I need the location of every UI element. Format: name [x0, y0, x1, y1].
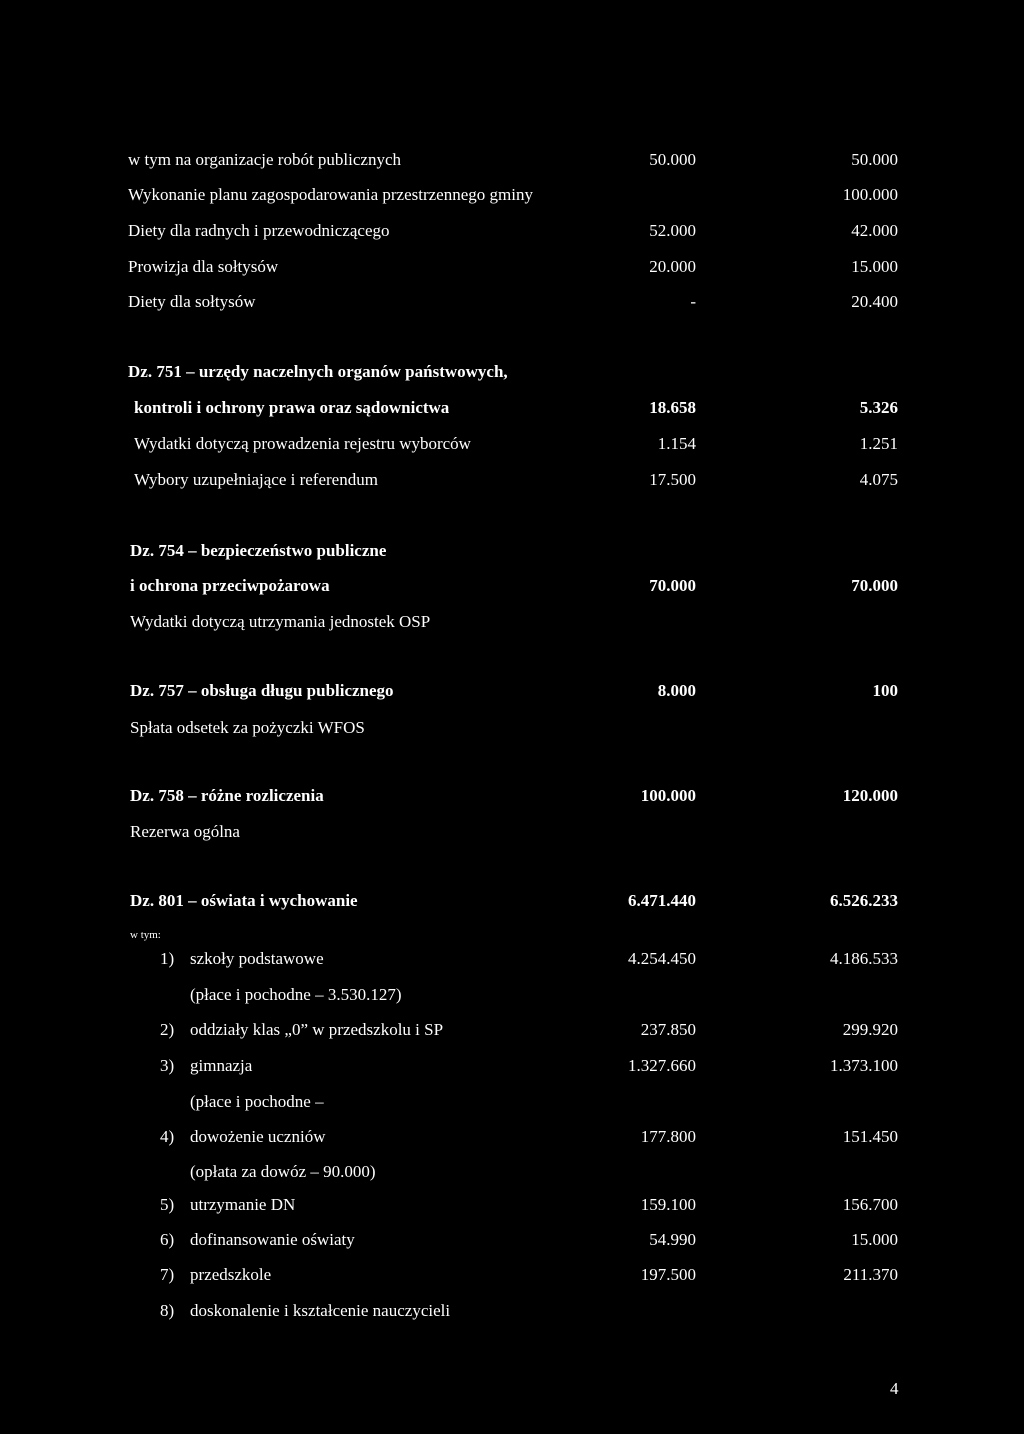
- section-value-plan: 70.000: [649, 576, 696, 595]
- row-label: Rezerwa ogólna: [130, 822, 240, 841]
- row-value-plan: 50.000: [649, 150, 696, 169]
- section-heading: [0, 538, 1024, 564]
- item-number: 1): [160, 949, 175, 968]
- row-value-execution: 20.400: [851, 292, 898, 311]
- table-row: [0, 289, 1024, 315]
- list-item: [0, 1053, 1024, 1079]
- row-value-execution: 4.186.533: [830, 949, 898, 968]
- section-title: kontroli i ochrony prawa oraz sądownictwa: [134, 398, 450, 417]
- section-value-plan: 6.471.440: [628, 891, 696, 910]
- item-number: 2): [160, 1020, 175, 1039]
- row-value-plan: 197.500: [640, 1265, 696, 1284]
- row-label: szkoły podstawowe: [190, 949, 324, 968]
- row-value-plan: 1.154: [657, 434, 696, 453]
- section-title: Dz. 751 – urzędy naczelnych organów państwowych,: [128, 362, 508, 381]
- section-value-plan: 100.000: [640, 786, 696, 805]
- row-value-plan: 20.000: [649, 257, 696, 276]
- section-value-execution: 100: [872, 681, 898, 700]
- table-row: [0, 431, 1024, 457]
- page-number: 4: [890, 1379, 899, 1398]
- table-row: [0, 254, 1024, 280]
- row-label: przedszkole: [190, 1265, 272, 1284]
- row-value-plan: 54.990: [649, 1230, 696, 1249]
- section-heading: [0, 395, 1024, 421]
- section-heading: [0, 888, 1024, 914]
- list-item: [0, 1192, 1024, 1218]
- section-title: Dz. 757 – obsługa długu publicznego: [130, 681, 394, 700]
- section-title: i ochrona przeciwpożarowa: [130, 576, 330, 595]
- section-value-plan: 8.000: [657, 681, 696, 700]
- list-item: [0, 1262, 1024, 1288]
- row-value-plan: 237.850: [640, 1020, 696, 1039]
- row-value-execution: 4.075: [859, 470, 898, 489]
- row-label: (płace i pochodne – 3.530.127): [190, 985, 402, 1004]
- list-item: [0, 1124, 1024, 1150]
- list-item: [0, 946, 1024, 972]
- row-label: Wykonanie planu zagospodarowania przestrzennego gminy: [128, 185, 533, 204]
- row-label: w tym:: [130, 929, 161, 941]
- row-value-execution: 211.370: [843, 1265, 898, 1284]
- row-value-execution: 42.000: [851, 221, 898, 240]
- row-value-execution: 15.000: [851, 1230, 898, 1249]
- table-row: [0, 609, 1024, 635]
- row-label: Spłata odsetek za pożyczki WFOS: [130, 718, 365, 737]
- table-row: [0, 182, 1024, 208]
- row-label: dofinansowanie oświaty: [190, 1230, 355, 1249]
- row-value-plan: -: [690, 292, 696, 311]
- section-value-execution: 5.326: [859, 398, 898, 417]
- table-row: [0, 715, 1024, 741]
- row-value-execution: 100.000: [842, 185, 898, 204]
- section-heading: [0, 678, 1024, 704]
- row-label: Wydatki dotyczą prowadzenia rejestru wyborców: [134, 434, 471, 453]
- row-label: Diety dla sołtysów: [128, 292, 256, 311]
- table-row: [0, 1089, 1024, 1115]
- section-heading: [0, 359, 1024, 385]
- row-label: Wydatki dotyczą utrzymania jednostek OSP: [130, 612, 431, 631]
- row-label: Prowizja dla sołtysów: [128, 257, 279, 276]
- row-label: gimnazja: [190, 1056, 253, 1075]
- row-value-plan: 52.000: [649, 221, 696, 240]
- row-label: Diety dla radnych i przewodniczącego: [128, 221, 390, 240]
- row-value-execution: 1.251: [859, 434, 898, 453]
- row-label: doskonalenie i kształcenie nauczycieli: [190, 1301, 451, 1320]
- item-number: 3): [160, 1056, 175, 1075]
- list-item: [0, 1017, 1024, 1043]
- table-row: [0, 922, 1024, 948]
- row-label: utrzymanie DN: [190, 1195, 296, 1214]
- row-value-plan: 4.254.450: [628, 949, 696, 968]
- row-value-execution: 15.000: [851, 257, 898, 276]
- section-heading: [0, 783, 1024, 809]
- row-label: (płace i pochodne –: [190, 1092, 324, 1111]
- list-item: [0, 1298, 1024, 1324]
- row-value-plan: 159.100: [640, 1195, 696, 1214]
- section-value-execution: 120.000: [842, 786, 898, 805]
- table-row: [0, 218, 1024, 244]
- section-title: Dz. 754 – bezpieczeństwo publiczne: [130, 541, 387, 560]
- row-label: oddziały klas „0” w przedszkolu i SP: [190, 1020, 444, 1039]
- row-label: w tym na organizacje robót publicznych: [128, 150, 402, 169]
- section-value-execution: 6.526.233: [830, 891, 898, 910]
- section-value-plan: 18.658: [649, 398, 696, 417]
- row-label: (opłata za dowóz – 90.000): [190, 1162, 376, 1181]
- row-value-execution: 151.450: [842, 1127, 898, 1146]
- item-number: 7): [160, 1265, 175, 1284]
- item-number: 6): [160, 1230, 175, 1249]
- row-value-execution: 1.373.100: [830, 1056, 898, 1075]
- section-title: Dz. 758 – różne rozliczenia: [130, 786, 324, 805]
- row-value-execution: 299.920: [842, 1020, 898, 1039]
- section-heading: [0, 573, 1024, 599]
- table-row: [0, 147, 1024, 173]
- row-value-execution: 50.000: [851, 150, 898, 169]
- table-row: [0, 467, 1024, 493]
- section-title: Dz. 801 – oświata i wychowanie: [130, 891, 358, 910]
- section-value-execution: 70.000: [851, 576, 898, 595]
- row-value-plan: 17.500: [649, 470, 696, 489]
- item-number: 4): [160, 1127, 175, 1146]
- row-label: dowożenie uczniów: [190, 1127, 326, 1146]
- row-value-plan: 1.327.660: [628, 1056, 696, 1075]
- list-item: [0, 1227, 1024, 1253]
- row-value-execution: 156.700: [842, 1195, 898, 1214]
- table-row: [0, 1159, 1024, 1185]
- row-label: Wybory uzupełniające i referendum: [134, 470, 378, 489]
- table-row: [0, 982, 1024, 1008]
- row-value-plan: 177.800: [640, 1127, 696, 1146]
- table-row: [0, 819, 1024, 845]
- item-number: 5): [160, 1195, 175, 1214]
- item-number: 8): [160, 1301, 175, 1320]
